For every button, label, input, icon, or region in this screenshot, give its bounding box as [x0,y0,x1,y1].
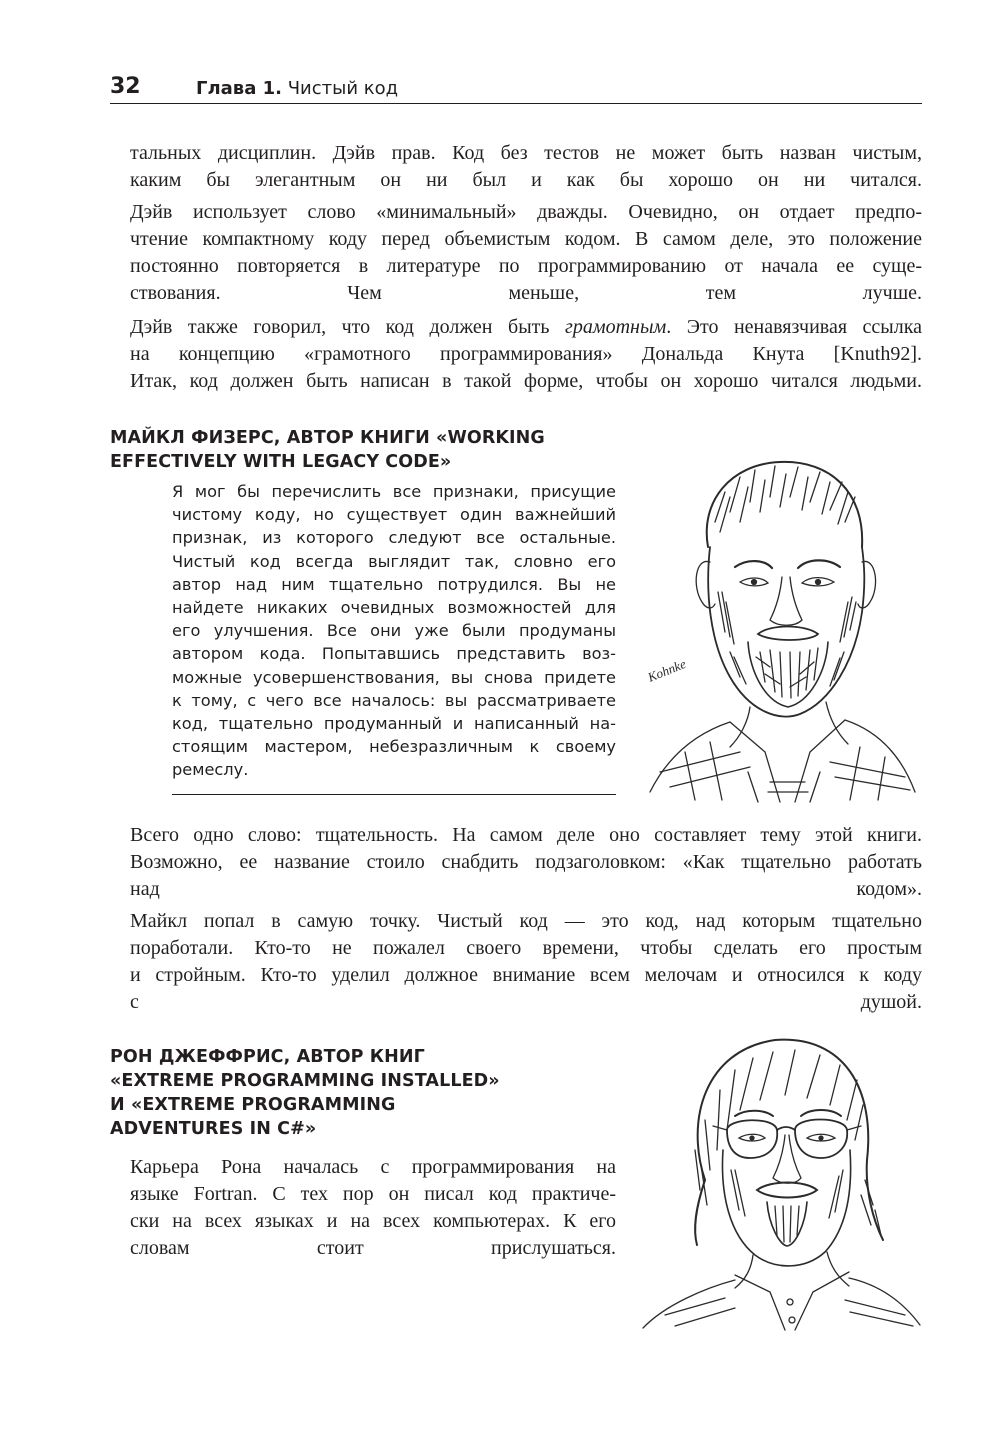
emphasis-literate: грамотным [565,316,667,338]
header-rule [110,103,922,104]
quote-line: автор над ним тщательно потрудился. Вы не [172,574,616,594]
intro-paragraph-2 [130,199,922,307]
text-line: Итак, код должен быть написан в такой форме, чтобы он хорошо читался людьми. [130,370,922,392]
jeffries-portrait [635,1030,925,1335]
text-line: Майкл попал в самую точку. Чистый код — это код, над которым тщательно [130,910,922,932]
heading-line: ADVENTURES IN C#» [110,1119,317,1139]
jeffries-heading [110,1045,500,1141]
quote-line: ремеслу. [172,760,249,780]
body-paragraph-4 [130,822,922,903]
quote-line: можные усовершенствования, вы снова придете [172,667,616,687]
quote-line: признак, из которого следуют все остальные. [172,528,616,548]
text-line: Дэйв использует слово «минимальный» дважды. Очевидно, он отдает предпо- [130,201,922,223]
text-line: Возможно, ее название стоило снабдить подзаголовком: «Как тщательно работать [130,851,922,873]
text-line: каким бы элегантным он ни был и как бы хорошо он ни читался. [130,169,922,191]
heading-line: «EXTREME PROGRAMMING INSTALLED» [110,1071,500,1091]
intro-paragraph-1 [130,140,922,194]
body-paragraph-5 [130,908,922,1016]
text-line: Карьера Рона началась с программирования на [130,1156,616,1178]
page-number: 32 [110,74,141,99]
text-line: словам стоит прислушаться. [130,1237,616,1259]
heading-line: И «EXTREME PROGRAMMING [110,1095,396,1115]
text-line: постоянно повторяется в литературе по программированию от начала ее суще- [130,255,922,277]
chapter-label: Глава 1. [196,78,282,99]
quote-line: стоящим мастером, небезразличным к своему [172,737,616,757]
quote-line: найдете никаких очевидных возможностей для [172,598,616,618]
text-line: чтение компактному коду перед объемистым кодом. В самом деле, это положение [130,228,922,250]
heading-line: РОН ДЖЕФФРИС, АВТОР КНИГ [110,1047,425,1067]
feathers-heading [110,426,545,474]
quote-line: код, тщательно продуманный и написанный на- [172,714,616,734]
text-line: на концепцию «грамотного программирования» Дональда Кнута [Knuth92]. [130,343,922,365]
quote-line: к тому, с чего все началось: вы рассматриваете [172,690,616,710]
text-line: с душой. [130,991,922,1013]
text-line: Всего одно слово: тщательность. На самом деле оно составляет тему этой книги. [130,824,922,846]
heading-line: EFFECTIVELY WITH LEGACY CODE» [110,452,452,472]
text-line: ски на всех языках и на всех компьютерах. К его [130,1210,616,1232]
text-line [130,314,922,341]
text-line: языке Fortran. С тех пор он писал код практиче- [130,1183,616,1205]
text-line: над кодом». [130,878,922,900]
text-line: поработали. Кто-то не пожалел своего времени, чтобы сделать его простым [130,937,922,959]
text-line: и стройным. Кто-то уделил должное внимание всем мелочам и относился к коду [130,964,922,986]
quote-line: Чистый код всегда выглядит так, словно его [172,551,616,571]
text-run: . Это ненавязчивая ссылка [666,316,923,338]
text-run: Дэйв также говорил, что код должен быть [130,316,566,338]
feathers-quote [172,480,616,782]
quote-rule [172,794,616,795]
text-line: тальных дисциплин. Дэйв прав. Код без тестов не может быть назван чистым, [130,142,922,164]
artist-signature: Kohnke [645,655,688,685]
chapter-title: Чистый код [287,78,399,99]
quote-line: Я мог бы перечислить все признаки, присущие [172,482,616,501]
text-line: ствования. Чем меньше, тем лучше. [130,282,922,304]
running-header [196,78,398,99]
quote-line: чистому коду, но существует один важнейший [172,505,616,525]
quote-line: автором кода. Попытавшись представить воз- [172,644,616,664]
heading-line: МАЙКЛ ФИЗЕРС, АВТОР КНИГИ «WORKING [110,428,545,448]
feathers-portrait [630,452,925,804]
intro-paragraph-3 [130,314,922,395]
quote-line: его улучшения. Все они уже были продуманы [172,621,616,641]
jeffries-paragraph [130,1154,616,1262]
